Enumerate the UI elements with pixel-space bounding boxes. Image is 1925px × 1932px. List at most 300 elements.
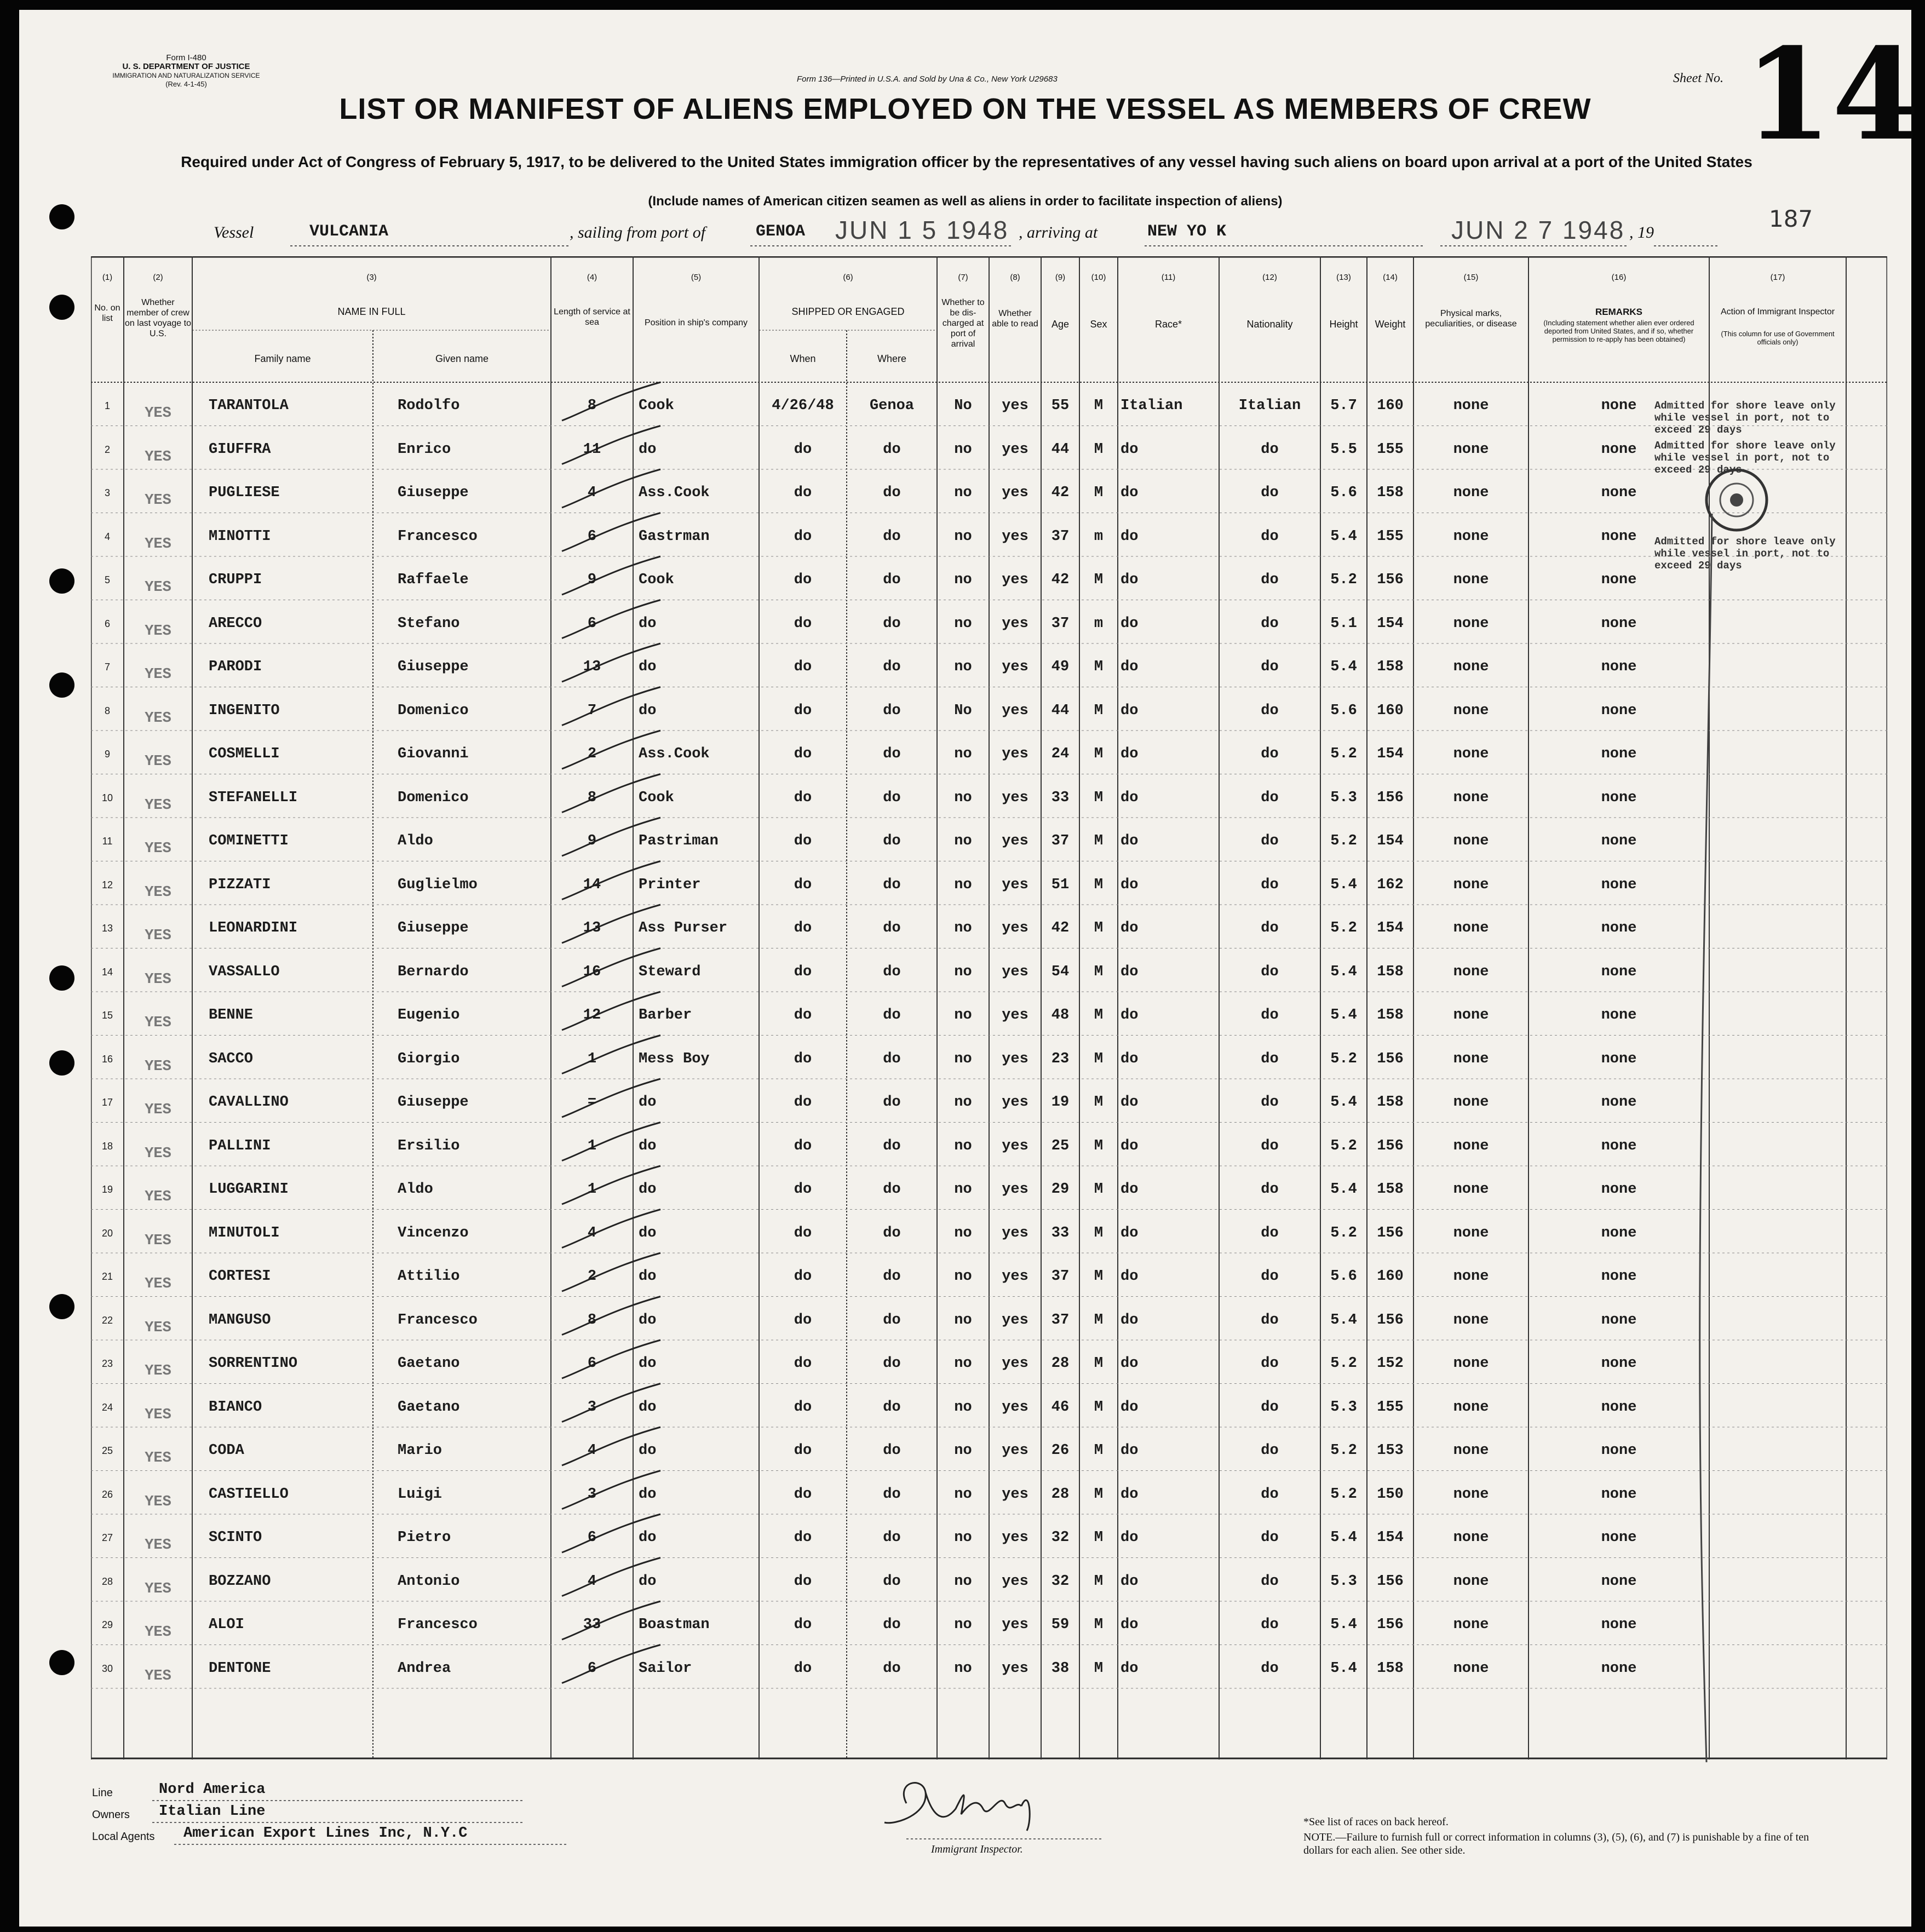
weight: 150 bbox=[1377, 1486, 1404, 1503]
header-when: When bbox=[790, 353, 816, 364]
age: 46 bbox=[1051, 1399, 1070, 1416]
service-length: 9 bbox=[587, 833, 597, 849]
able-to-read: yes bbox=[1002, 789, 1028, 806]
given-name: Mario bbox=[398, 1442, 443, 1459]
row-number: 24 bbox=[101, 1401, 113, 1413]
nationality: do bbox=[1261, 789, 1279, 806]
engaged-when: do bbox=[794, 1137, 812, 1154]
able-to-read: yes bbox=[1002, 1442, 1028, 1459]
weight: 155 bbox=[1377, 528, 1404, 545]
sex: M bbox=[1094, 746, 1104, 762]
nationality: do bbox=[1261, 528, 1279, 545]
weight: 156 bbox=[1377, 1050, 1404, 1067]
family-name: MINOTTI bbox=[209, 528, 271, 545]
service-length: 12 bbox=[583, 1007, 601, 1024]
physical-marks: none bbox=[1453, 1312, 1489, 1329]
row-number: 5 bbox=[104, 574, 110, 585]
weight: 158 bbox=[1377, 659, 1404, 675]
family-name: ARECCO bbox=[209, 615, 262, 632]
remarks: none bbox=[1601, 746, 1637, 762]
physical-marks: none bbox=[1453, 1399, 1489, 1416]
row-number: 13 bbox=[101, 923, 113, 934]
sex: M bbox=[1094, 1007, 1104, 1024]
engaged-where: do bbox=[883, 1007, 901, 1024]
position: Ass.Cook bbox=[639, 485, 710, 501]
race: do bbox=[1120, 659, 1139, 675]
service-length: 3 bbox=[587, 1399, 597, 1416]
age: 33 bbox=[1051, 1224, 1070, 1241]
engaged-where: do bbox=[883, 1355, 901, 1372]
height: 5.2 bbox=[1330, 1486, 1357, 1503]
height: 5.2 bbox=[1330, 833, 1357, 849]
engaged-when: do bbox=[794, 702, 812, 719]
col-num-10: (10) bbox=[1091, 273, 1106, 282]
able-to-read: yes bbox=[1002, 1181, 1028, 1198]
nationality: do bbox=[1261, 1312, 1279, 1329]
row-number: 11 bbox=[102, 836, 113, 847]
footer-underlines bbox=[92, 1799, 585, 1854]
engaged-where: do bbox=[883, 1660, 901, 1677]
discharged-flag: no bbox=[954, 572, 972, 588]
position: Mess Boy bbox=[639, 1050, 710, 1067]
header-given-name: Given name bbox=[435, 353, 489, 364]
engaged-where: do bbox=[883, 659, 901, 675]
age: 37 bbox=[1051, 833, 1070, 849]
physical-marks: none bbox=[1453, 1094, 1489, 1111]
race: do bbox=[1120, 1268, 1139, 1285]
family-name: ALOI bbox=[209, 1617, 244, 1633]
age: 28 bbox=[1051, 1486, 1070, 1503]
header-age: Age bbox=[1051, 319, 1070, 330]
crew-member-flag: YES bbox=[145, 1363, 171, 1379]
given-name: Giuseppe bbox=[398, 920, 469, 936]
remarks: none bbox=[1601, 1137, 1637, 1154]
position: Printer bbox=[639, 876, 701, 893]
row-number: 3 bbox=[104, 487, 110, 498]
row-number: 6 bbox=[104, 618, 110, 629]
crew-member-flag: YES bbox=[145, 405, 171, 422]
nationality: do bbox=[1261, 833, 1279, 849]
discharged-flag: no bbox=[954, 920, 972, 936]
engaged-when: do bbox=[794, 1007, 812, 1024]
race: Italian bbox=[1120, 398, 1183, 414]
physical-marks: none bbox=[1453, 1268, 1489, 1285]
engaged-when: do bbox=[794, 1312, 812, 1329]
header-able-read: Whether able to read bbox=[992, 309, 1038, 329]
physical-marks: none bbox=[1453, 659, 1489, 675]
given-name: Andrea bbox=[398, 1660, 451, 1677]
family-name: SACCO bbox=[209, 1050, 254, 1067]
discharged-flag: no bbox=[954, 528, 972, 545]
race: do bbox=[1120, 833, 1139, 849]
able-to-read: yes bbox=[1002, 1268, 1028, 1285]
sex: M bbox=[1094, 1617, 1104, 1633]
nationality: do bbox=[1261, 746, 1279, 762]
able-to-read: yes bbox=[1002, 702, 1028, 719]
owners-label: Owners bbox=[92, 1809, 130, 1821]
race: do bbox=[1120, 876, 1139, 893]
col-num-17: (17) bbox=[1770, 273, 1785, 282]
punch-hole bbox=[49, 672, 74, 698]
row-number: 26 bbox=[101, 1488, 113, 1500]
engaged-when: do bbox=[794, 1486, 812, 1503]
engaged-where: do bbox=[883, 1312, 901, 1329]
line-value: Nord America bbox=[159, 1781, 266, 1798]
given-name: Stefano bbox=[398, 615, 460, 632]
family-name: COMINETTI bbox=[209, 833, 289, 849]
row-number: 27 bbox=[101, 1532, 113, 1543]
admitted-note-line: while vessel in port, not to bbox=[1654, 548, 1830, 560]
header-nationality: Nationality bbox=[1246, 319, 1293, 330]
service-length: 1 bbox=[587, 1181, 597, 1198]
height: 5.4 bbox=[1330, 1617, 1357, 1633]
weight: 156 bbox=[1377, 1573, 1404, 1590]
race: do bbox=[1120, 1617, 1139, 1633]
admitted-note-line: while vessel in port, not to bbox=[1654, 412, 1830, 424]
discharged-flag: no bbox=[954, 485, 972, 501]
crew-member-flag: YES bbox=[145, 623, 171, 640]
admitted-note-line: exceed 29 days bbox=[1654, 424, 1742, 436]
given-name: Aldo bbox=[398, 1181, 433, 1198]
admitted-note-line: Admitted for shore leave only bbox=[1654, 400, 1836, 412]
nationality: do bbox=[1261, 615, 1279, 632]
able-to-read: yes bbox=[1002, 1094, 1028, 1111]
nationality: do bbox=[1261, 1355, 1279, 1372]
position: Cook bbox=[639, 398, 674, 414]
service-length: 2 bbox=[587, 746, 597, 762]
service-length: 2 bbox=[587, 1268, 597, 1285]
engaged-where: do bbox=[883, 615, 901, 632]
sex: M bbox=[1094, 659, 1104, 675]
remarks: none bbox=[1601, 1617, 1637, 1633]
col-num-2: (2) bbox=[153, 273, 163, 282]
given-name: Giovanni bbox=[398, 746, 469, 762]
row-number: 22 bbox=[101, 1314, 113, 1326]
engaged-when: do bbox=[794, 1050, 812, 1067]
remarks: none bbox=[1601, 1399, 1637, 1416]
remarks: none bbox=[1601, 1486, 1637, 1503]
engaged-where: do bbox=[883, 1137, 901, 1154]
row-number: 1 bbox=[104, 400, 110, 411]
discharged-flag: No bbox=[954, 398, 972, 414]
engaged-when: do bbox=[794, 441, 812, 458]
age: 54 bbox=[1051, 963, 1070, 980]
sex: M bbox=[1094, 1181, 1104, 1198]
age: 37 bbox=[1051, 1268, 1070, 1285]
family-name: BOZZANO bbox=[209, 1573, 271, 1590]
age: 37 bbox=[1051, 528, 1070, 545]
col-num-3: (3) bbox=[366, 273, 377, 282]
height: 5.3 bbox=[1330, 1399, 1357, 1416]
engaged-when: do bbox=[794, 528, 812, 545]
remarks: none bbox=[1601, 572, 1637, 588]
sex: M bbox=[1094, 876, 1104, 893]
race: do bbox=[1120, 746, 1139, 762]
given-name: Eugenio bbox=[398, 1007, 460, 1024]
position: do bbox=[639, 1094, 657, 1111]
punch-hole bbox=[49, 1650, 74, 1675]
race: do bbox=[1120, 1312, 1139, 1329]
race: do bbox=[1120, 1050, 1139, 1067]
discharged-flag: no bbox=[954, 615, 972, 632]
engaged-when: do bbox=[794, 1617, 812, 1633]
remarks: none bbox=[1601, 1573, 1637, 1590]
engaged-when: do bbox=[794, 572, 812, 588]
sex: M bbox=[1094, 702, 1104, 719]
crew-member-flag: YES bbox=[145, 797, 171, 814]
engaged-when: do bbox=[794, 876, 812, 893]
nationality: do bbox=[1261, 1573, 1279, 1590]
crew-member-flag: YES bbox=[145, 666, 171, 683]
given-name: Francesco bbox=[398, 1617, 478, 1633]
weight: 158 bbox=[1377, 1094, 1404, 1111]
crew-member-flag: YES bbox=[145, 1145, 171, 1162]
race: do bbox=[1120, 1573, 1139, 1590]
height: 5.4 bbox=[1330, 1094, 1357, 1111]
age: 49 bbox=[1051, 659, 1070, 675]
family-name: BIANCO bbox=[209, 1399, 262, 1416]
physical-marks: none bbox=[1453, 1442, 1489, 1459]
nationality: do bbox=[1261, 1530, 1279, 1546]
header-weight: Weight bbox=[1375, 319, 1406, 330]
family-name: SORRENTINO bbox=[209, 1355, 298, 1372]
given-name: Giuseppe bbox=[398, 1094, 469, 1111]
admitted-note-3 bbox=[1654, 536, 1836, 572]
engaged-when: do bbox=[794, 1573, 812, 1590]
service-length: 11 bbox=[583, 441, 601, 458]
discharged-flag: no bbox=[954, 1399, 972, 1416]
required-statement: Required under Act of Congress of February 5, 1917, to be delivered to the United States immigration officer by the representatives of any vessel having such aliens on board upon arrival at a port of the United States bbox=[181, 153, 1752, 170]
physical-marks: none bbox=[1453, 920, 1489, 936]
discharged-flag: no bbox=[954, 1312, 972, 1329]
year-label: , 19 bbox=[1629, 223, 1654, 242]
crew-member-flag: YES bbox=[145, 841, 171, 857]
discharged-flag: no bbox=[954, 746, 972, 762]
col-num-16: (16) bbox=[1611, 273, 1627, 282]
crew-member-flag: YES bbox=[145, 754, 171, 770]
weight: 154 bbox=[1377, 1530, 1404, 1546]
weight: 158 bbox=[1377, 1660, 1404, 1677]
height: 5.5 bbox=[1330, 441, 1357, 458]
remarks: none bbox=[1601, 1312, 1637, 1329]
header-shipped-engaged: SHIPPED OR ENGAGED bbox=[791, 306, 905, 317]
age: 23 bbox=[1051, 1050, 1070, 1067]
given-name: Bernardo bbox=[398, 963, 469, 980]
header-family-name: Family name bbox=[254, 353, 311, 364]
height: 5.4 bbox=[1330, 1312, 1357, 1329]
age: 42 bbox=[1051, 920, 1070, 936]
header-physical-marks: Physical marks, peculiarities, or disease bbox=[1425, 309, 1517, 329]
nationality: do bbox=[1261, 920, 1279, 936]
height: 5.4 bbox=[1330, 1181, 1357, 1198]
row-number: 9 bbox=[104, 749, 110, 760]
age: 55 bbox=[1051, 398, 1070, 414]
height: 5.2 bbox=[1330, 1050, 1357, 1067]
engaged-when: do bbox=[794, 789, 812, 806]
age: 25 bbox=[1051, 1137, 1070, 1154]
col-num-9: (9) bbox=[1055, 273, 1066, 282]
position: do bbox=[639, 1268, 657, 1285]
physical-marks: none bbox=[1453, 1224, 1489, 1241]
nationality: do bbox=[1261, 441, 1279, 458]
punch-hole bbox=[49, 295, 74, 320]
sex: M bbox=[1094, 398, 1104, 414]
discharged-flag: no bbox=[954, 833, 972, 849]
sex: M bbox=[1094, 789, 1104, 806]
sex: m bbox=[1094, 615, 1104, 632]
able-to-read: yes bbox=[1002, 920, 1028, 936]
service-length: 6 bbox=[587, 528, 597, 545]
weight: 155 bbox=[1377, 441, 1404, 458]
crew-member-flag: YES bbox=[145, 1493, 171, 1510]
engaged-where: do bbox=[883, 1094, 901, 1111]
family-name: PALLINI bbox=[209, 1137, 271, 1154]
header-sex: Sex bbox=[1090, 319, 1107, 330]
sex: M bbox=[1094, 1137, 1104, 1154]
height: 5.4 bbox=[1330, 528, 1357, 545]
family-name: VASSALLO bbox=[209, 963, 280, 980]
physical-marks: none bbox=[1453, 398, 1489, 414]
col-num-11: (11) bbox=[1161, 273, 1176, 282]
race: do bbox=[1120, 1007, 1139, 1024]
engaged-where: do bbox=[883, 1530, 901, 1546]
height: 5.6 bbox=[1330, 485, 1357, 501]
weight: 154 bbox=[1377, 615, 1404, 632]
race: do bbox=[1120, 1442, 1139, 1459]
sex: M bbox=[1094, 1486, 1104, 1503]
position: Sailor bbox=[639, 1660, 692, 1677]
given-name: Ersilio bbox=[398, 1137, 460, 1154]
height: 5.2 bbox=[1330, 1442, 1357, 1459]
given-name: Domenico bbox=[398, 702, 469, 719]
remarks: none bbox=[1601, 1355, 1637, 1372]
engaged-when: do bbox=[794, 1660, 812, 1677]
position: Boastman bbox=[639, 1617, 710, 1633]
physical-marks: none bbox=[1453, 789, 1489, 806]
col-num-8: (8) bbox=[1010, 273, 1020, 282]
age: 24 bbox=[1051, 746, 1070, 762]
admitted-note-line: exceed 29 days bbox=[1654, 464, 1742, 476]
engaged-where: do bbox=[883, 572, 901, 588]
height: 5.4 bbox=[1330, 1660, 1357, 1677]
weight: 156 bbox=[1377, 1312, 1404, 1329]
given-name: Enrico bbox=[398, 441, 451, 458]
position: do bbox=[639, 1355, 657, 1372]
engaged-where: do bbox=[883, 1573, 901, 1590]
discharged-flag: no bbox=[954, 789, 972, 806]
remarks: none bbox=[1601, 963, 1637, 980]
family-name: PARODI bbox=[209, 659, 262, 675]
departure-port: GENOA bbox=[756, 222, 806, 241]
remarks: none bbox=[1601, 833, 1637, 849]
height: 5.4 bbox=[1330, 659, 1357, 675]
physical-marks: none bbox=[1453, 1355, 1489, 1372]
crew-member-flag: YES bbox=[145, 1537, 171, 1554]
engaged-when: do bbox=[794, 1442, 812, 1459]
crew-member-flag: YES bbox=[145, 710, 171, 727]
crew-member-flag: YES bbox=[145, 1102, 171, 1118]
nationality: do bbox=[1261, 659, 1279, 675]
able-to-read: yes bbox=[1002, 1312, 1028, 1329]
age: 42 bbox=[1051, 572, 1070, 588]
remarks: none bbox=[1601, 789, 1637, 806]
able-to-read: yes bbox=[1002, 1137, 1028, 1154]
age: 44 bbox=[1051, 702, 1070, 719]
penalty-note: NOTE.—Failure to furnish full or correct information in columns (3), (5), (6), and (7) is punishable by a fine of ten dollars for each alien. See other side. bbox=[1303, 1831, 1809, 1856]
height: 5.4 bbox=[1330, 1530, 1357, 1546]
service-length: = bbox=[587, 1094, 597, 1111]
discharged-flag: no bbox=[954, 963, 972, 980]
family-name: STEFANELLI bbox=[209, 789, 298, 806]
position: Ass.Cook bbox=[639, 746, 710, 762]
crew-member-flag: YES bbox=[145, 536, 171, 553]
given-name: Attilio bbox=[398, 1268, 460, 1285]
row-number: 15 bbox=[101, 1010, 113, 1021]
row-number: 29 bbox=[101, 1619, 113, 1630]
given-name: Luigi bbox=[398, 1486, 443, 1503]
family-name: TARANTOLA bbox=[209, 398, 289, 414]
sex: m bbox=[1094, 528, 1104, 545]
discharged-flag: no bbox=[954, 1442, 972, 1459]
crew-member-flag: YES bbox=[145, 449, 171, 465]
departure-date-stamp: JUN 1 5 1948 bbox=[835, 216, 1009, 244]
weight: 153 bbox=[1377, 1442, 1404, 1459]
engaged-where: do bbox=[883, 963, 901, 980]
race: do bbox=[1120, 1486, 1139, 1503]
height: 5.2 bbox=[1330, 572, 1357, 588]
punch-hole bbox=[49, 965, 74, 991]
inspector-line bbox=[906, 1838, 1104, 1840]
nationality: do bbox=[1261, 485, 1279, 501]
engaged-where: do bbox=[883, 1181, 901, 1198]
given-name: Antonio bbox=[398, 1573, 460, 1590]
crew-member-flag: YES bbox=[145, 1189, 171, 1205]
engaged-where: do bbox=[883, 746, 901, 762]
row-number: 20 bbox=[101, 1227, 113, 1239]
service-length: 4 bbox=[587, 1442, 597, 1459]
weight: 156 bbox=[1377, 1224, 1404, 1241]
engaged-where: do bbox=[883, 1486, 901, 1503]
service-length: 6 bbox=[587, 1355, 597, 1372]
form-info-block bbox=[110, 54, 263, 89]
header-where: Where bbox=[877, 353, 906, 364]
given-name: Rodolfo bbox=[398, 398, 460, 414]
remarks: none bbox=[1601, 1050, 1637, 1067]
row-number: 28 bbox=[101, 1576, 113, 1587]
able-to-read: yes bbox=[1002, 1050, 1028, 1067]
arriving-label: , arriving at bbox=[1019, 223, 1098, 242]
discharged-flag: no bbox=[954, 1137, 972, 1154]
crew-member-flag: YES bbox=[145, 1058, 171, 1075]
age: 48 bbox=[1051, 1007, 1070, 1024]
able-to-read: yes bbox=[1002, 1224, 1028, 1241]
able-to-read: yes bbox=[1002, 1007, 1028, 1024]
physical-marks: none bbox=[1453, 615, 1489, 632]
service-length: 4 bbox=[587, 1573, 597, 1590]
nationality: do bbox=[1261, 1224, 1279, 1241]
service-length: 16 bbox=[583, 963, 601, 980]
row-number: 21 bbox=[101, 1271, 113, 1282]
given-name: Francesco bbox=[398, 1312, 478, 1329]
arrival-port: NEW YO K bbox=[1147, 222, 1227, 241]
sailing-label: , sailing from port of bbox=[570, 223, 706, 242]
family-name: SCINTO bbox=[209, 1530, 262, 1546]
weight: 155 bbox=[1377, 1399, 1404, 1416]
nationality: do bbox=[1261, 1007, 1279, 1024]
weight: 156 bbox=[1377, 572, 1404, 588]
engaged-when: 4/26/48 bbox=[772, 398, 834, 414]
header-position: Position in ship's company bbox=[644, 318, 748, 327]
